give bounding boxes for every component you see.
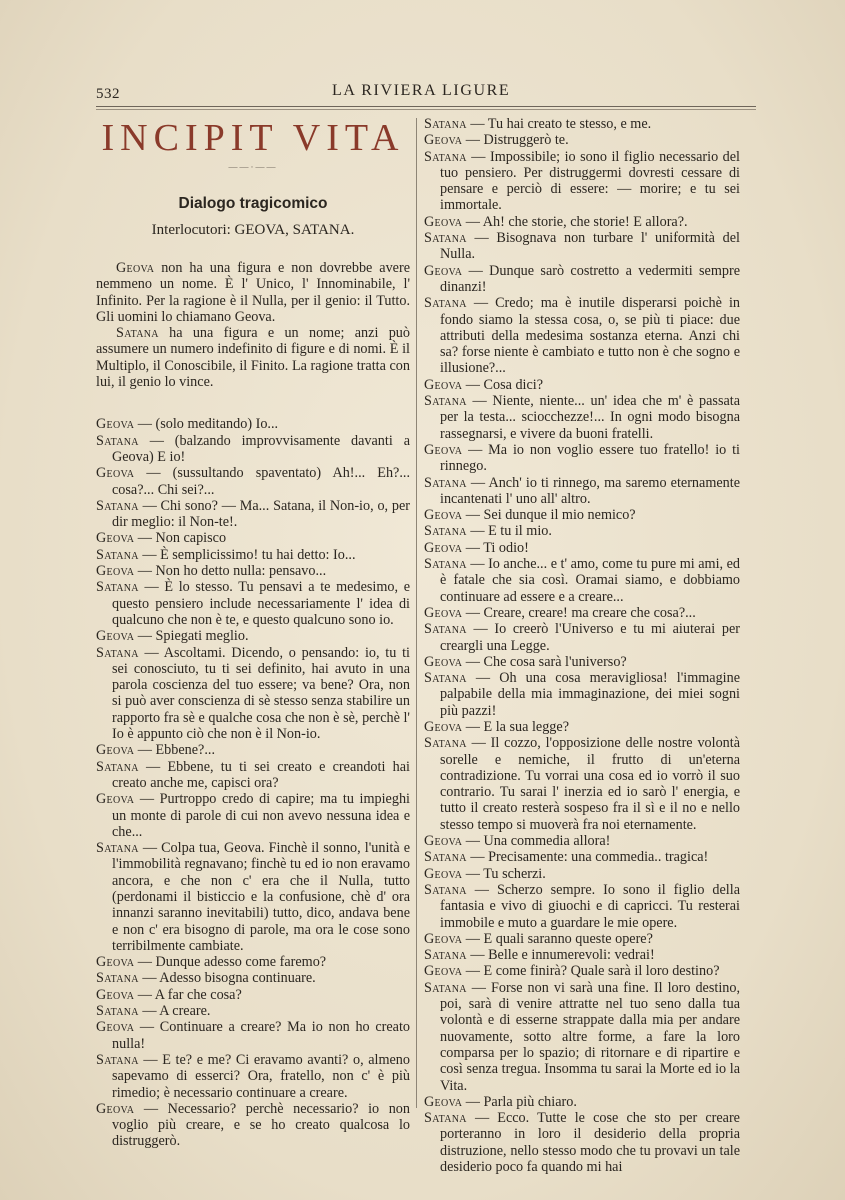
speech-text: — A far che cosa? <box>134 986 242 1003</box>
speech-text: — Parla più chiaro. <box>462 1093 577 1110</box>
dialogue-line <box>424 719 740 735</box>
speech-text: — Che cosa sarà l'universo? <box>462 653 627 670</box>
speaker-name: Geova <box>424 1093 463 1110</box>
dialogue-line <box>424 475 740 508</box>
intro-paragraph <box>96 325 410 390</box>
speaker-name: Geova <box>424 963 463 980</box>
article-subtitle: Dialogo tragicomico <box>178 195 328 212</box>
dialogue-line <box>96 530 410 546</box>
speaker-name: Satana <box>96 1051 139 1068</box>
speech-text: — (sussultando spaventato) Ah!... Eh?... cosa?... Chi sei?... <box>112 465 410 498</box>
dialogue-line <box>424 540 740 556</box>
speaker-name: Satana <box>424 474 467 491</box>
speech-text: — Niente, niente... un' idea che m' è passata per la testa... sciocchezze!... In ogni modo bisogna rassegnarsi, e vivere da buoni fratelli. <box>440 393 740 442</box>
dialogue-line <box>96 970 410 986</box>
speaker-name: Geova <box>424 132 463 149</box>
dialogue-line <box>424 230 740 263</box>
speaker-name: Satana <box>424 148 467 165</box>
speaker-name: Satana <box>96 546 139 563</box>
speech-text: — Non ho detto nulla: pensavo... <box>134 563 327 580</box>
dialogue-line <box>424 605 740 621</box>
dialogue-line <box>424 295 740 376</box>
running-head <box>96 82 756 106</box>
dialogue-line <box>96 759 410 792</box>
speech-text: — Non capisco <box>134 530 227 547</box>
dialogue-line <box>424 849 740 865</box>
dialogue-line <box>96 1019 410 1052</box>
dialogue-line <box>96 433 410 466</box>
speech-text: — Tu hai creato te stesso, e me. <box>466 116 652 132</box>
dialogue-line <box>96 498 410 531</box>
speaker-name: Satana <box>424 523 467 540</box>
speaker-name: Geova <box>424 213 463 230</box>
speech-text: — Io creerò l'Universo e tu mi aiuterai per creargli una Legge. <box>440 621 740 654</box>
speech-text: — Anch' io ti rinnego, ma saremo eternamente incantenati l' uno all' altro. <box>440 474 740 507</box>
dialogue-line <box>96 1003 410 1019</box>
speaker-name: Satana <box>96 579 139 596</box>
speech-text: — Oh una cosa meravigliosa! l'immagine palpabile della mia immaginazione, dei miei sogni più pazzi! <box>440 670 740 719</box>
dialogue-line <box>424 1110 740 1175</box>
dialogue-line <box>424 947 740 963</box>
speech-text: — Precisamente: una commedia.. tragica! <box>466 849 709 866</box>
dialogue-line <box>424 1094 740 1110</box>
right-column <box>424 116 740 1175</box>
speech-text: — È lo stesso. Tu pensavi a te medesimo, e questo pensiero include necessariamente l' idea di qualcuno che non è te, e questo qualcuno sono io. <box>112 579 410 628</box>
speaker-name: Geova <box>424 376 463 393</box>
speech-text: ha una figura e un nome; anzi può assumere un numero indefinito di figure e di nomi. È il Multiplo, il Conoscibile, il Finito. La ragione tratta con lui, il genio lo vince. <box>96 325 410 391</box>
speech-text: — Purtroppo credo di capire; ma tu impieghi un monte di parole di cui non avevo nessuna idea e che... <box>112 791 410 840</box>
speech-text: — Spiegati meglio. <box>134 628 249 645</box>
dialogue-line <box>96 465 410 498</box>
speaker-name: Geova <box>96 1019 135 1036</box>
speaker-name: Satana <box>96 1003 139 1020</box>
dialogue-line <box>96 1101 410 1150</box>
speaker-name: Geova <box>96 954 135 971</box>
left-column <box>96 116 410 1150</box>
speech-text: — Tu scherzi. <box>462 865 546 882</box>
speech-text: — Ecco. Tutte le cose che sto per creare porteranno in loro il desiderio della propria distruzione, nello stesso modo che tu provavi un tale desiderio poco fa quando mi hai <box>440 1110 740 1175</box>
interlocutors: Interlocutori: GEOVA, SATANA. <box>151 222 355 238</box>
speech-text: — Ma io non voglio essere tuo fratello! io ti rinnego. <box>440 441 740 475</box>
speaker-name: Geova <box>96 416 135 433</box>
dialogue-line <box>424 980 740 1094</box>
speech-text: — Ebbene?... <box>134 742 215 759</box>
header-rule <box>96 106 756 107</box>
title-ornament: ——·—— <box>228 162 278 172</box>
speaker-name: Satana <box>424 1110 467 1127</box>
dialogue-line <box>96 840 410 954</box>
speech-text: — Forse non vi sarà una fine. Il loro destino, poi, sarà di venire attratte nel tuo seno dalla tua volontà e di esserne strappate dalla mia per andare nuovamente, sotto altre forme, a fare la loro comparsa per lo spazio; di ritornare e di ripartire e così senza tregua. Insomma tu sarai la Morte ed io la Vita. <box>440 979 740 1094</box>
speaker-name: Geova <box>424 507 463 524</box>
speaker-name: Geova <box>424 718 463 735</box>
dialogue-line <box>424 833 740 849</box>
speech-text: — Continuare a creare? Ma io non ho creato nulla! <box>112 1019 410 1052</box>
dialogue-line <box>424 866 740 882</box>
speech-text: — Impossibile; io sono il figlio necessario del tuo pensiero. Per distruggermi dovresti cessare di pensare e perciò di essere: — morire; e tu sei immortale. <box>440 148 740 214</box>
speaker-name: Satana <box>424 393 467 410</box>
speech-text: — E te? e me? Ci eravamo avanti? o, almeno sapevamo di esserci? Ora, fratello, non c' è più rimedio; è necessario continuare a creare. <box>112 1051 410 1101</box>
intro-paragraph <box>96 260 410 325</box>
speaker-name: Satana <box>424 230 467 247</box>
dialogue-line <box>96 628 410 644</box>
speaker-name: Satana <box>424 116 467 132</box>
speaker-name: Geova <box>424 604 463 621</box>
dialogue-line <box>424 214 740 230</box>
dialogue-line <box>96 742 410 758</box>
speech-text: non ha una figura e non dovrebbe avere nemmeno un nome. È l' Unico, l' Innominabile, l' Infinito. Per la ragione è il Nulla, per il genio: il Tutto. Gli uomini lo chiamano Geova. <box>96 260 410 325</box>
header-rule-thin <box>96 109 756 110</box>
speaker-name: Satana <box>424 947 467 964</box>
speech-text: — Cosa dici? <box>462 376 544 393</box>
speech-text: — Ebbene, tu ti sei creato e creandoti hai creato anche me, capisci ora? <box>112 758 410 791</box>
dialogue-left <box>96 416 410 1149</box>
speech-text: — Dunque adesso come faremo? <box>134 954 327 971</box>
speech-text: — Ascoltami. Dicendo, o pensando: io, tu ti sei conosciuto, tu ti sei definito, hai avuto in una parola coscienza del tuo essere; va bene? Ora, non si può aver conscienza di sè stesso senza stabilire un rapporto fra sè e qualche cosa che non è sè, perchè l' Io è appunto ciò che non è il Non-io. <box>112 644 410 743</box>
dialogue-line <box>424 523 740 539</box>
speech-text: — E come finirà? Quale sarà il loro destino? <box>462 963 720 980</box>
speaker-name: Geova <box>96 530 135 547</box>
dialogue-line <box>424 116 740 132</box>
speech-text: — Belle e innumerevoli: vedrai! <box>466 947 655 964</box>
speech-text: — (solo meditando) Io... <box>134 416 279 433</box>
speech-text: — Creare, creare! ma creare che cosa?... <box>462 604 696 621</box>
dialogue-line <box>424 556 740 605</box>
dialogue-line <box>96 1052 410 1101</box>
speech-text: — È semplicissimo! tu hai detto: Io... <box>138 546 356 563</box>
dialogue-line <box>424 377 740 393</box>
speaker-name: Satana <box>96 840 139 857</box>
speaker-name: Satana <box>424 621 467 638</box>
dialogue-line <box>424 931 740 947</box>
journal-title: LA RIVIERA LIGURE <box>332 82 511 99</box>
dialogue-line <box>96 547 410 563</box>
speaker-name: Satana <box>96 497 139 514</box>
speech-text: — Adesso bisogna continuare. <box>138 970 316 987</box>
speaker-name: Geova <box>424 262 463 279</box>
intro-text <box>96 260 410 390</box>
dialogue-line <box>424 621 740 654</box>
dialogue-line <box>96 987 410 1003</box>
speech-text: — Il cozzo, l'opposizione delle nostre volontà sorelle e nemiche, il frutto di un'eterna contradizione. Tu vorrai una cosa ed io vorrò il suo contrario. Tu sarai l' inerzia ed io sarò l' energia, e tutto il creato resterà sospeso fra il sì e il no e nello stesso tempo si muoverà fra noi eternamente. <box>440 735 740 833</box>
speaker-name: Geova <box>96 742 135 759</box>
speaker-name: Geova <box>424 833 463 850</box>
speech-text: — Una commedia allora! <box>462 833 611 850</box>
speech-text: — Distruggerò te. <box>462 132 569 149</box>
speech-text: — Dunque sarò costretto a vedermiti sempre dinanzi! <box>440 262 740 295</box>
speaker-name: Geova <box>424 441 463 458</box>
speech-text: — E tu il mio. <box>466 523 552 540</box>
dialogue-line <box>424 963 740 979</box>
dialogue-line <box>96 579 410 628</box>
speaker-name: Satana <box>424 979 467 996</box>
speech-text: — Ah! che storie, che storie! E allora?. <box>462 213 688 230</box>
dialogue-line <box>424 882 740 931</box>
dialogue-line <box>96 791 410 840</box>
speaker-name: Satana <box>424 295 467 312</box>
dialogue-line <box>424 670 740 719</box>
speech-text: — Chi sono? — Ma... Satana, il Non-io, o, per dir meglio: il Non-te!. <box>112 497 410 531</box>
page-number: 532 <box>96 86 120 102</box>
dialogue-line <box>424 149 740 214</box>
speaker-name: Geova <box>116 260 155 276</box>
dialogue-right <box>424 116 740 1175</box>
speaker-name: Satana <box>424 670 467 687</box>
speaker-name: Satana <box>96 758 139 775</box>
dialogue-line <box>96 416 410 432</box>
speaker-name: Geova <box>96 986 135 1003</box>
article-title: INCIPIT VITA <box>101 117 405 159</box>
speaker-name: Satana <box>424 735 467 752</box>
speaker-name: Satana <box>96 432 139 449</box>
speaker-name: Geova <box>96 465 135 482</box>
dialogue-line <box>96 954 410 970</box>
dialogue-line <box>424 263 740 296</box>
speaker-name: Satana <box>424 556 467 573</box>
dialogue-line <box>96 645 410 743</box>
speaker-name: Geova <box>96 628 135 645</box>
speaker-name: Geova <box>96 563 135 580</box>
speaker-name: Satana <box>424 881 467 898</box>
speech-text: — Bisognava non turbare l' uniformità del Nulla. <box>440 230 740 263</box>
dialogue-line <box>424 735 740 833</box>
dialogue-line <box>424 442 740 475</box>
speaker-name: Geova <box>424 865 463 882</box>
speech-text: — E la sua legge? <box>462 718 569 735</box>
dialogue-line <box>424 132 740 148</box>
speaker-name: Satana <box>116 325 159 342</box>
speaker-name: Geova <box>96 791 135 808</box>
speech-text: — E quali saranno queste opere? <box>462 930 653 947</box>
speech-text: — Sei dunque il mio nemico? <box>462 507 636 524</box>
speaker-name: Geova <box>424 539 463 556</box>
dialogue-line <box>424 507 740 523</box>
speech-text: — Necessario? perchè necessario? io non voglio più creare, e se ho creato qualcosa lo distruggerò. <box>112 1100 410 1150</box>
speech-text: — Credo; ma è inutile disperarsi poichè in fondo siamo la stessa cosa, o, se più ti piace: due attributi della medesima sostanza eterna. Anzi chi sa? forse niente è cambiato e tutto non è che sogno e illusione?... <box>440 295 740 377</box>
speech-text: — Ti odio! <box>462 539 529 556</box>
speech-text: — A creare. <box>138 1003 211 1020</box>
speaker-name: Satana <box>96 970 139 987</box>
dialogue-line <box>424 654 740 670</box>
speaker-name: Geova <box>424 930 463 947</box>
speaker-name: Satana <box>96 644 139 661</box>
speaker-name: Geova <box>424 653 463 670</box>
dialogue-line <box>96 563 410 579</box>
speaker-name: Geova <box>96 1100 135 1117</box>
speech-text: — Colpa tua, Geova. Finchè il sonno, l'unità e l'immobilità regnavano; finchè tu ed io non eravamo ancora, e che non c' era che il Nulla, tutto (perdonami il bisticcio e la confusione, chè d' ora innanzi saranno inevitabili) tutto, dico, andava bene e non c' era bisogno di parole, ma ora le cose sono terribilmente cambiate. <box>112 840 410 954</box>
speech-text: — Io anche... e t' amo, come tu pure mi ami, ed è fatale che sia così. Oramai siamo, e dobbiamo continuare ad essere e a creare... <box>440 556 740 605</box>
dialogue-line <box>424 393 740 442</box>
speech-text: — (balzando improvvisamente davanti a Geova) E io! <box>112 432 410 465</box>
column-divider <box>416 118 417 1108</box>
speaker-name: Satana <box>424 849 467 866</box>
speech-text: — Scherzo sempre. Io sono il figlio della fantasia e vivo di giuochi e di capricci. Tu resterai immobile e muto a guardare le mie opere. <box>440 881 740 931</box>
